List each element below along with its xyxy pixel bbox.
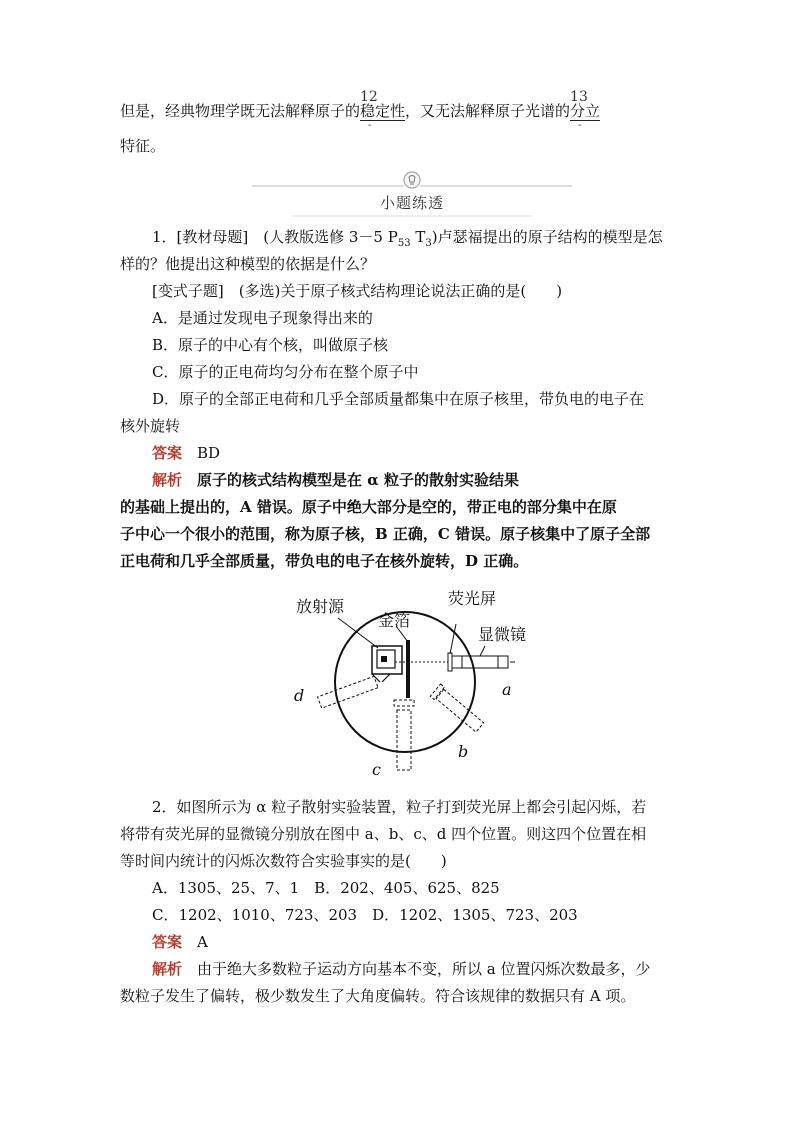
gold-foil <box>406 640 410 698</box>
intro-line-1 <box>120 89 676 131</box>
answer-value: A <box>197 933 208 951</box>
scattering-apparatus-figure <box>280 582 548 782</box>
label-source: 放射源 <box>296 597 345 616</box>
blank-13: 13 - 分立 <box>570 89 601 131</box>
intro-text-a: 但是，经典物理学既无法解释原子的 <box>120 102 361 120</box>
blank-13-answer: 分立 <box>570 102 601 120</box>
answer-label: 答案 <box>152 444 183 462</box>
leader-microscope <box>480 646 485 656</box>
q1-line-2: 样的？他提出这种模型的依据是什么？ <box>120 255 376 273</box>
microscope-a <box>452 656 508 668</box>
microscope-d <box>318 676 378 708</box>
section-banner <box>252 168 572 218</box>
blank-12: 12 - 稳定性 <box>360 89 406 131</box>
q1-option-a: A．是通过发现电子现象得出来的 <box>152 309 373 327</box>
q2-analysis-line-2: 数粒子发生了偏转，极少数发生了大角度偏转。符合该规律的数据只有 A 项。 <box>120 987 636 1005</box>
blank-12-answer: 稳定性 <box>360 102 406 120</box>
microscope-c <box>394 700 414 770</box>
q1-analysis-line-3: 子中心一个很小的范围，称为原子核，B 正确，C 错误。原子核集中了原子全部 <box>120 525 651 543</box>
q1-option-d-line-1: D．原子的全部正电荷和几乎全部质量都集中在原子核里，带负电的电子在 <box>152 390 645 408</box>
q1-line-1: 1．[教材母题] (人教版选修 3－5 $P_{53}$ $T_3$)卢瑟福提出的原子结构的模型是怎 <box>152 228 663 249</box>
label-position-a: a <box>502 680 512 699</box>
label-microscope: 显微镜 <box>478 625 527 644</box>
q1-option-d-line-2: 核外旋转 <box>120 417 181 435</box>
blank-12-number: 12 <box>360 89 378 105</box>
banner-title: 小题练透 <box>379 194 444 212</box>
analysis-label: 解析 <box>152 471 183 489</box>
microscope-b <box>430 684 485 734</box>
q1-answer <box>152 442 676 464</box>
q1-option-c: C．原子的正电荷均匀分布在整个原子中 <box>152 363 419 381</box>
answer-label: 答案 <box>152 933 183 951</box>
fluorescent-screen <box>448 653 452 671</box>
q2-options-cd: C．1202、1010、723、203 D．1202、1305、723、203 <box>152 906 578 924</box>
q1-analysis-line-1: 解析 原子的核式结构模型是在 α 粒子的散射实验结果 <box>152 471 520 489</box>
q2-line-2: 将带有荧光屏的显微镜分别放在图中 a、b、c、d 四个位置。则这四个位置在相 <box>120 825 647 843</box>
q2-analysis-line-1: 解析 由于绝大多数粒子运动方向基本不变，所以 a 位置闪烁次数最多，少 <box>152 960 651 978</box>
lightbulb-icon <box>404 172 420 188</box>
q1-analysis-line-2: 的基础上提出的，A 错误。原子中绝大部分是空的，带正电的部分集中在原 <box>120 498 617 516</box>
q1-analysis-line-4: 正电荷和几乎全部质量，带负电的电子在核外旋转，D 正确。 <box>120 552 529 570</box>
analysis-label: 解析 <box>152 960 183 978</box>
q2-line-3: 等时间内统计的闪烁次数符合实验事实的是( ) <box>120 852 447 870</box>
q2-answer <box>152 931 676 953</box>
q1-option-b: B．原子的中心有个核，叫做原子核 <box>152 336 389 354</box>
label-gold-foil: 金箔 <box>378 611 411 630</box>
label-fluorescent-screen: 荧光屏 <box>448 589 497 608</box>
blank-13-number: 13 <box>570 89 588 105</box>
label-position-d: d <box>294 686 305 705</box>
answer-value: BD <box>197 444 221 462</box>
intro-line-2: 特征。 <box>120 137 166 155</box>
label-position-c: c <box>372 760 381 779</box>
leader-source <box>338 618 378 648</box>
intro-text-b: ，又无法解释原子光谱的 <box>405 102 571 120</box>
q1-variant: [变式子题] (多选)关于原子核式结构理论说法正确的是( ) <box>152 282 563 300</box>
q2-line-1: 2．如图所示为 α 粒子散射实验装置，粒子打到荧光屏上都会引起闪烁，若 <box>152 798 647 816</box>
q2-options-ab: A．1305、25、7、1 B．202、405、625、825 <box>152 879 500 897</box>
label-position-b: b <box>458 742 469 761</box>
